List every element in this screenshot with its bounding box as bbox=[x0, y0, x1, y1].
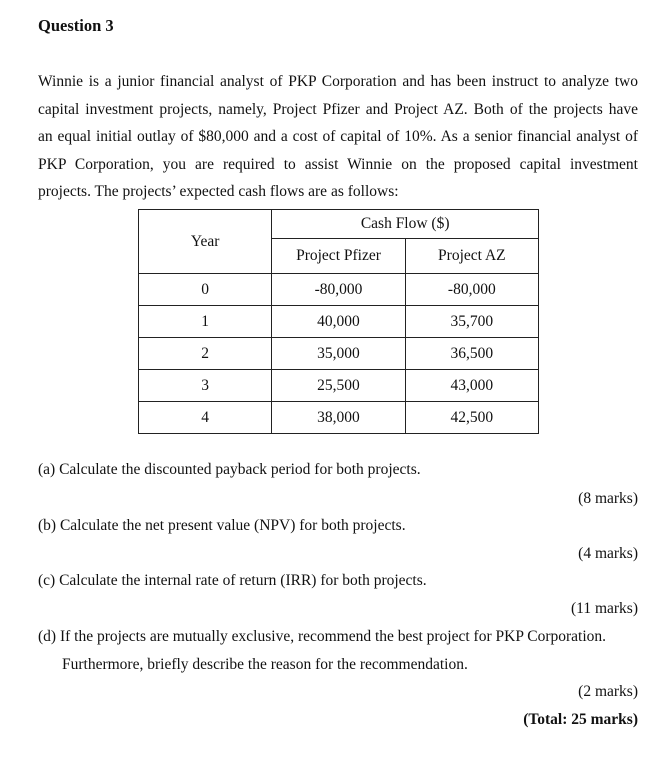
question-b-marks: (4 marks) bbox=[578, 545, 638, 562]
intro-line: PKP Corporation, you are required to assist Winnie on the proposed capital investment bbox=[38, 155, 638, 173]
table-row bbox=[139, 338, 539, 370]
year-cell: 4 bbox=[139, 402, 272, 434]
intro-paragraph bbox=[38, 68, 638, 206]
question-c: (c) Calculate the internal rate of return (IRR) for both projects. bbox=[38, 572, 427, 589]
pfizer-cell: 40,000 bbox=[272, 306, 405, 338]
table-header-row bbox=[139, 210, 539, 239]
question-d-line2: Furthermore, briefly describe the reason for the recommendation. bbox=[62, 655, 468, 673]
table-row bbox=[139, 370, 539, 402]
table-row bbox=[139, 274, 539, 306]
pfizer-cell: 35,000 bbox=[272, 338, 405, 370]
year-header: Year bbox=[139, 210, 272, 274]
intro-line: an equal initial outlay of $80,000 and a cost of capital of 10%. As a senior financial analyst of bbox=[38, 128, 638, 145]
az-cell: -80,000 bbox=[405, 274, 538, 306]
question-a-marks: (8 marks) bbox=[578, 490, 638, 507]
cash-flow-header: Cash Flow ($) bbox=[272, 210, 539, 239]
year-cell: 2 bbox=[139, 338, 272, 370]
pfizer-cell: 25,500 bbox=[272, 370, 405, 402]
intro-line: capital investment projects, namely, Project Pfizer and Project AZ. Both of the projects have bbox=[38, 100, 638, 118]
question-c-marks: (11 marks) bbox=[570, 600, 638, 617]
intro-line: projects. The projects’ expected cash flows are as follows: bbox=[38, 183, 399, 200]
project-az-header: Project AZ bbox=[405, 239, 538, 274]
pfizer-cell: -80,000 bbox=[272, 274, 405, 306]
az-cell: 42,500 bbox=[405, 402, 538, 434]
az-cell: 36,500 bbox=[405, 338, 538, 370]
year-cell: 1 bbox=[139, 306, 272, 338]
question-b: (b) Calculate the net present value (NPV) for both projects. bbox=[38, 517, 406, 534]
question-d-marks: (2 marks) bbox=[578, 683, 638, 700]
question-a: (a) Calculate the discounted payback period for both projects. bbox=[38, 461, 421, 478]
total-marks: (Total: 25 marks) bbox=[523, 711, 638, 728]
year-cell: 3 bbox=[139, 370, 272, 402]
table-row bbox=[139, 402, 539, 434]
table-row bbox=[139, 306, 539, 338]
az-cell: 35,700 bbox=[405, 306, 538, 338]
year-cell: 0 bbox=[139, 274, 272, 306]
project-pfizer-header: Project Pfizer bbox=[272, 239, 405, 274]
cash-flow-table bbox=[138, 209, 539, 434]
intro-line: Winnie is a junior financial analyst of PKP Corporation and has been instruct to analyze two bbox=[38, 73, 638, 90]
question-d-line1: (d) If the projects are mutually exclusive, recommend the best project for PKP Corporation. bbox=[38, 628, 607, 645]
question-heading: Question 3 bbox=[38, 16, 114, 35]
question-d bbox=[38, 623, 638, 678]
az-cell: 43,000 bbox=[405, 370, 538, 402]
pfizer-cell: 38,000 bbox=[272, 402, 405, 434]
